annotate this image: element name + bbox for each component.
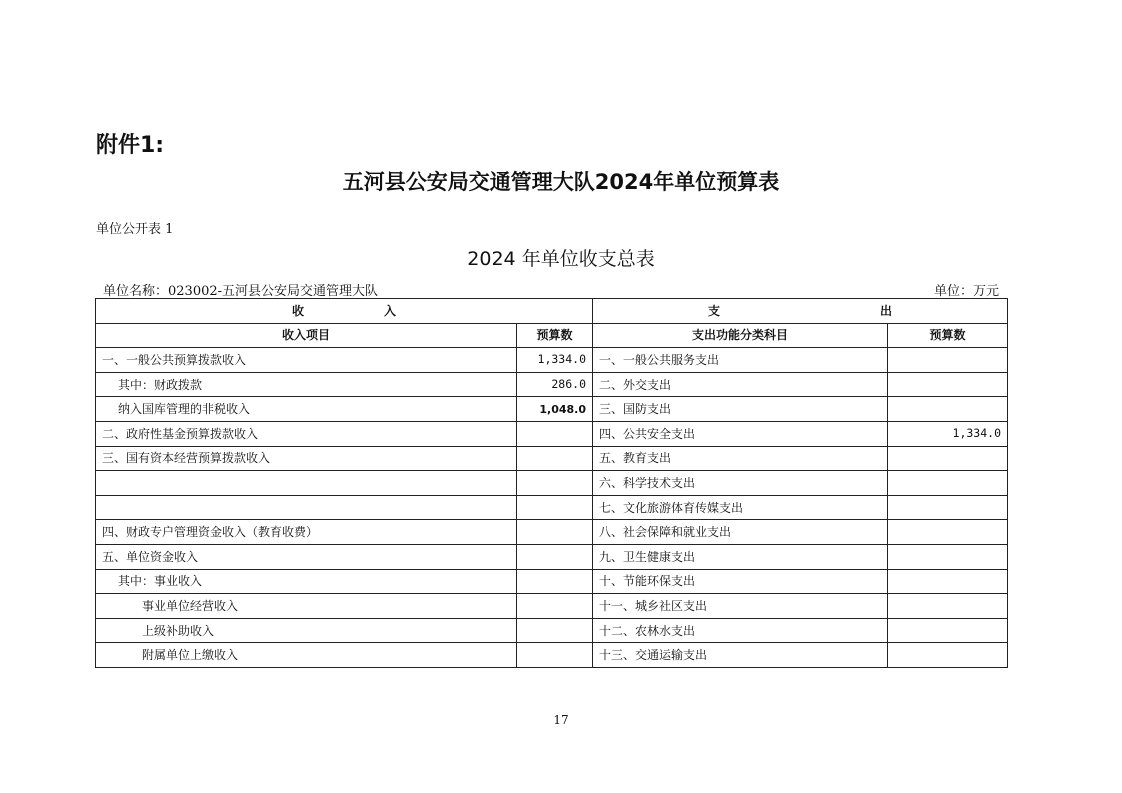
table-row xyxy=(96,446,1008,471)
income-item xyxy=(96,495,517,520)
table-row xyxy=(96,397,1008,422)
income-item: 其中：财政拨款 xyxy=(96,372,517,397)
table-title: 2024 年单位收支总表 xyxy=(467,248,655,270)
table-row xyxy=(96,520,1008,545)
income-section-header xyxy=(96,299,593,324)
expense-item: 十三、交通运输支出 xyxy=(593,643,888,668)
table-row xyxy=(96,569,1008,594)
table-row xyxy=(96,544,1008,569)
expense-section-header xyxy=(593,299,1008,324)
expense-section-char-1: 支 xyxy=(707,303,720,318)
table-row xyxy=(96,372,1008,397)
income-item: 纳入国库管理的非税收入 xyxy=(96,397,517,422)
table-row xyxy=(96,471,1008,496)
income-item xyxy=(96,471,517,496)
income-amount xyxy=(517,643,593,668)
table-row xyxy=(96,421,1008,446)
income-amount xyxy=(517,520,593,545)
expense-item: 八、社会保障和就业支出 xyxy=(593,520,888,545)
expense-amount xyxy=(888,618,1008,643)
table-row xyxy=(96,495,1008,520)
expense-amount xyxy=(888,446,1008,471)
expense-item: 五、教育支出 xyxy=(593,446,888,471)
page-number: 17 xyxy=(553,713,569,727)
expense-item: 二、外交支出 xyxy=(593,372,888,397)
expense-amount xyxy=(888,569,1008,594)
expense-amount xyxy=(888,397,1008,422)
expense-amount xyxy=(888,544,1008,569)
income-section-char-1: 收 xyxy=(291,303,304,318)
income-amount: 1,048.0 xyxy=(517,397,593,422)
income-item: 附属单位上缴收入 xyxy=(96,643,517,668)
income-item: 上级补助收入 xyxy=(96,618,517,643)
income-section-char-2: 入 xyxy=(384,303,397,318)
budget-table xyxy=(95,298,1008,668)
expense-amount xyxy=(888,495,1008,520)
income-item: 一、一般公共预算拨款收入 xyxy=(96,348,517,373)
income-item: 其中：事业收入 xyxy=(96,569,517,594)
expense-amount: 1,334.0 xyxy=(888,421,1008,446)
expense-amount xyxy=(888,471,1008,496)
income-item: 二、政府性基金预算拨款收入 xyxy=(96,421,517,446)
income-amount: 286.0 xyxy=(517,372,593,397)
income-item: 事业单位经营收入 xyxy=(96,594,517,619)
income-amount xyxy=(517,446,593,471)
income-amount-header: 预算数 xyxy=(517,323,593,348)
unit-name: 单位名称：023002-五河县公安局交通管理大队 xyxy=(103,284,379,299)
table-row xyxy=(96,348,1008,373)
income-item-header: 收入项目 xyxy=(96,323,517,348)
income-amount: 1,334.0 xyxy=(517,348,593,373)
unit-label: 单位：万元 xyxy=(933,284,999,299)
section-header-row xyxy=(96,299,1008,324)
income-amount xyxy=(517,569,593,594)
expense-item-header: 支出功能分类科目 xyxy=(593,323,888,348)
expense-amount xyxy=(888,520,1008,545)
attachment-label: 附件1: xyxy=(96,133,165,158)
income-amount xyxy=(517,421,593,446)
income-item: 四、财政专户管理资金收入（教育收费） xyxy=(96,520,517,545)
income-amount xyxy=(517,544,593,569)
income-item: 五、单位资金收入 xyxy=(96,544,517,569)
expense-amount xyxy=(888,643,1008,668)
expense-item: 十、节能环保支出 xyxy=(593,569,888,594)
table-row xyxy=(96,594,1008,619)
expense-amount xyxy=(888,372,1008,397)
page-title: 五河县公安局交通管理大队2024年单位预算表 xyxy=(342,170,780,194)
form-number: 单位公开表 1 xyxy=(96,222,174,237)
expense-item: 九、卫生健康支出 xyxy=(593,544,888,569)
expense-item: 十一、城乡社区支出 xyxy=(593,594,888,619)
expense-amount xyxy=(888,594,1008,619)
table-row xyxy=(96,618,1008,643)
expense-amount-header: 预算数 xyxy=(888,323,1008,348)
expense-item: 四、公共安全支出 xyxy=(593,421,888,446)
expense-item: 十二、农林水支出 xyxy=(593,618,888,643)
expense-item: 一、一般公共服务支出 xyxy=(593,348,888,373)
expense-amount xyxy=(888,348,1008,373)
income-item: 三、国有资本经营预算拨款收入 xyxy=(96,446,517,471)
table-row xyxy=(96,643,1008,668)
expense-item: 七、文化旅游体育传媒支出 xyxy=(593,495,888,520)
income-amount xyxy=(517,618,593,643)
expense-section-char-2: 出 xyxy=(880,303,893,318)
income-amount xyxy=(517,471,593,496)
column-header-row xyxy=(96,323,1008,348)
expense-item: 三、国防支出 xyxy=(593,397,888,422)
income-amount xyxy=(517,495,593,520)
expense-item: 六、科学技术支出 xyxy=(593,471,888,496)
income-amount xyxy=(517,594,593,619)
